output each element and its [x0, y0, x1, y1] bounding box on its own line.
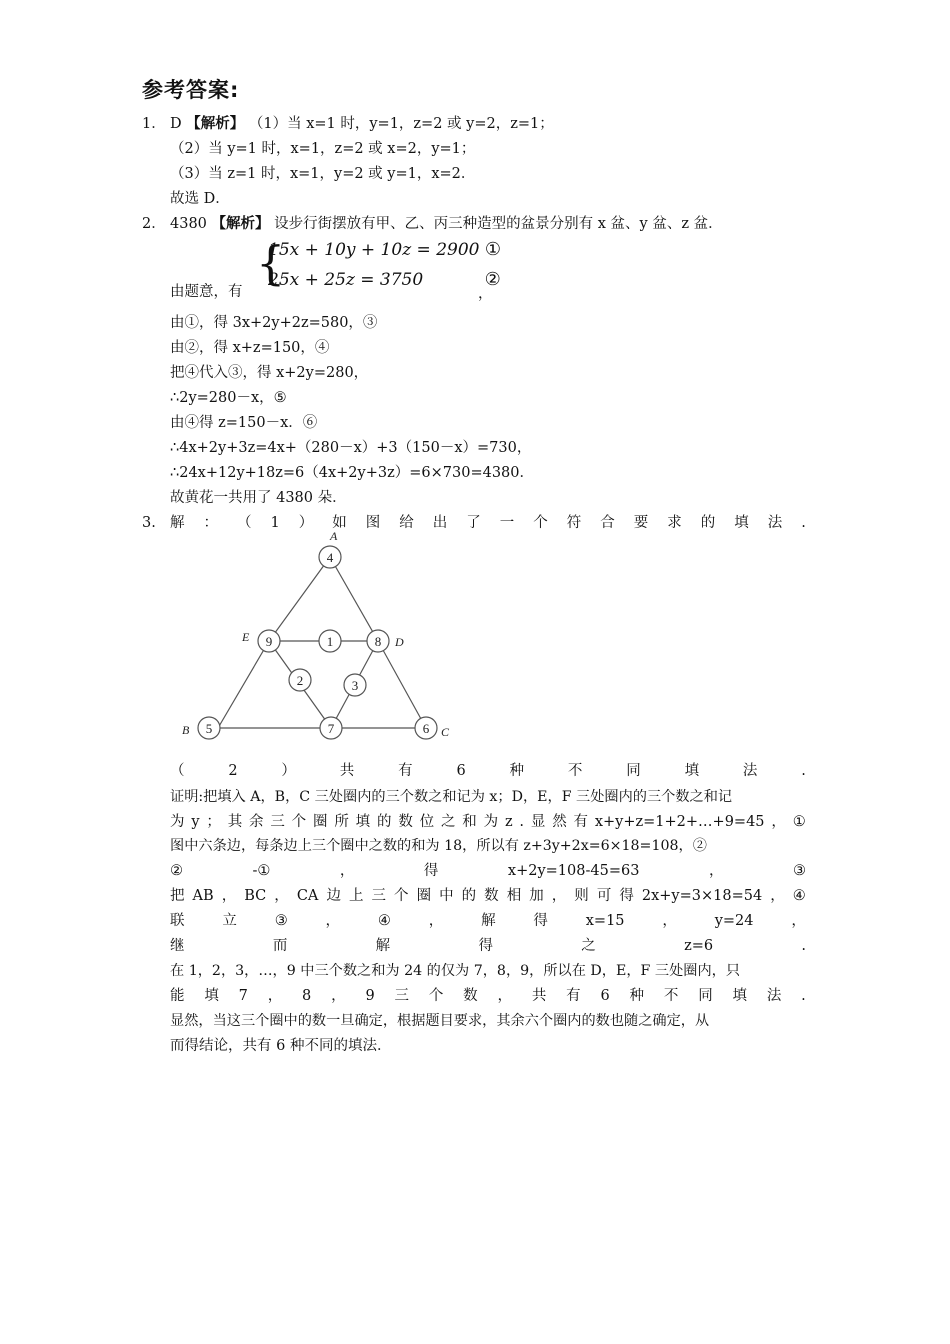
q1-number: 1．: [142, 116, 166, 132]
equation-brace: {: [256, 236, 286, 290]
proof-line: [170, 861, 806, 881]
circle-value: 3: [351, 678, 359, 693]
justified-token: 如: [332, 515, 347, 531]
justified-token: 解: [170, 515, 185, 531]
proof-conclusion: 而得结论，共有 6 种不同的填法．: [170, 1038, 392, 1054]
justified-token: 有: [566, 988, 581, 1004]
justified-token: ，: [662, 913, 677, 929]
justified-token: ③: [274, 913, 288, 929]
justified-token: ①: [792, 814, 806, 830]
justified-token: 得: [619, 888, 634, 904]
q1-case-3: （3）当 z=1 时，x=1，y=2 或 y=1，x=2．: [170, 166, 476, 182]
justified-token: 中: [439, 888, 454, 904]
justified-token: （: [237, 515, 252, 531]
equation-1-text: 15x + 10y + 10z = 2900: [268, 240, 480, 260]
justified-token: 立: [222, 913, 237, 929]
q2-step: ∴24x+12y+18z=6（4x+2y+3z）=6×730=4380．: [170, 465, 534, 481]
justified-token: 法: [766, 988, 782, 1004]
justified-token: 不: [567, 763, 583, 779]
justified-token: .: [801, 763, 806, 779]
justified-token: ，: [708, 863, 724, 879]
q2-answer: 4380: [170, 216, 207, 232]
justified-token: 同: [698, 988, 713, 1004]
justified-token: z: [504, 814, 513, 830]
justified-token: 之: [581, 938, 596, 954]
proof-line: 在 1，2，3，…，9 中三个数之和为 24 的仅为 7，8，9，所以在 D，E，F 三处圈内，只: [170, 963, 741, 979]
justified-token: z=6: [684, 938, 714, 954]
justified-token: ，: [331, 988, 346, 1004]
justified-token: BC: [244, 888, 267, 904]
justified-token: 边: [326, 888, 341, 904]
justified-token: 圈: [313, 814, 328, 830]
justified-token: ，: [770, 888, 785, 904]
justified-token: 8: [302, 988, 312, 1004]
justified-token: 同: [626, 763, 641, 779]
justified-token: 共: [339, 763, 355, 779]
proof-line: [170, 886, 806, 906]
justified-token: 填: [732, 988, 748, 1004]
justified-token: 余: [249, 814, 264, 830]
justified-token: 7: [238, 988, 248, 1004]
justified-token: 9: [365, 988, 375, 1004]
justified-token: 个: [291, 814, 307, 830]
q1-case-1: （1）当 x=1 时，y=1，z=2 或 y=2，z=1；: [248, 116, 554, 132]
justified-token: x+2y=108-45=63: [507, 863, 640, 879]
justified-token: ②: [170, 863, 183, 879]
q2-intro: 设步行街摆放有甲、乙、丙三种造型的盆景分别有 x 盆、y 盆、z 盆．: [274, 216, 723, 232]
justified-token: 数: [463, 988, 478, 1004]
q2-step: ∴4x+2y+3z=4x+（280－x）+3（150－x）=730，: [170, 440, 532, 456]
justified-token: ，: [791, 913, 806, 929]
justified-token: CA: [296, 888, 319, 904]
q1-answer: D: [170, 116, 182, 132]
proof-line: 证明:把填入 A，B，C 三处圈内的三个数之和记为 x；D，E，F 三处圈内的三个数之和记: [170, 789, 733, 805]
equation-2: [268, 269, 501, 290]
justified-token: 合: [600, 515, 615, 531]
justified-token: 相: [506, 888, 522, 904]
justified-token: ，: [771, 814, 786, 830]
circle-value: 9: [265, 634, 273, 649]
proof-line: [170, 936, 806, 956]
justified-token: ④: [377, 913, 391, 929]
proof-line: 显然，当这三个圈中的数一旦确定，根据题目要求，其余六个圈内的数也随之确定，从: [170, 1013, 710, 1029]
justified-token: ，: [274, 888, 289, 904]
justified-token: 联: [170, 913, 185, 929]
justified-token: 一: [499, 515, 515, 531]
circle-value: 5: [205, 721, 213, 736]
justified-token: 位: [419, 814, 435, 830]
justified-token: 的: [376, 814, 392, 830]
justified-token: 的: [700, 515, 716, 531]
q2-first-line: [170, 214, 723, 234]
justified-token: 三: [270, 814, 285, 830]
justified-token: 求: [667, 515, 682, 531]
justified-token: 图: [365, 515, 381, 531]
justified-token: y: [191, 814, 200, 830]
justified-token: 解: [481, 913, 496, 929]
justified-token: ③: [792, 863, 806, 879]
justified-token: ）: [298, 515, 314, 531]
justified-token: ，: [339, 863, 355, 879]
justified-token: 可: [596, 888, 612, 904]
justified-token: 和: [462, 814, 477, 830]
justified-token: x+y+z=1+2+…+9=45: [594, 814, 765, 830]
justified-token: 填: [684, 763, 700, 779]
justified-token: y=24: [714, 913, 754, 929]
justified-token: 共: [531, 988, 547, 1004]
proof-line: [170, 986, 806, 1006]
justified-token: .: [801, 938, 806, 954]
justified-token: ，: [551, 888, 567, 904]
justified-token: 种: [629, 988, 645, 1004]
justified-token: 然: [552, 814, 567, 830]
justified-token: 填: [734, 515, 749, 531]
justified-token: ，: [428, 913, 444, 929]
justified-token: 填: [204, 988, 219, 1004]
justified-token: 上: [348, 888, 364, 904]
justified-token: 个: [533, 515, 548, 531]
circle-value: 2: [296, 673, 304, 688]
q3-number: 3.: [142, 515, 156, 531]
justified-token: 之: [440, 814, 456, 830]
vertex-label-b: B: [182, 723, 190, 737]
circle-value: 8: [374, 634, 382, 649]
justified-token: 6: [456, 763, 466, 779]
q1-case-2: （2）当 y=1 时，x=1，z=2 或 x=2，y=1；: [170, 141, 476, 157]
justified-token: 把: [170, 888, 185, 904]
justified-token: 1: [270, 515, 280, 531]
justified-token: 不: [663, 988, 679, 1004]
circle-value: 6: [422, 721, 430, 736]
q2-conclusion: 故黄花一共用了 4380 朵．: [170, 490, 347, 506]
justified-token: 而: [272, 938, 288, 954]
proof-line: [170, 812, 806, 832]
equation-comma: ，: [478, 286, 493, 302]
justified-token: -①: [252, 863, 271, 879]
justified-token: 个: [394, 888, 409, 904]
justified-token: 则: [574, 888, 589, 904]
justified-token: 数: [398, 814, 413, 830]
circle-value: 1: [326, 634, 334, 649]
circle-value: 7: [327, 721, 335, 736]
justified-token: 三: [394, 988, 409, 1004]
justified-token: 加: [529, 888, 544, 904]
justified-token: .: [801, 988, 806, 1004]
justified-token: 给: [399, 515, 414, 531]
q1-conclusion: 故选 D．: [170, 191, 230, 207]
justified-token: 为: [483, 814, 499, 830]
vertex-label-c: C: [441, 725, 450, 739]
justified-token: ，: [221, 888, 237, 904]
equation-1: [268, 239, 501, 260]
justified-token: 6: [600, 988, 610, 1004]
q3-part2-line: [170, 761, 806, 781]
proof-line: 图中六条边，每条边上三个圈中之数的和为 18，所以有 z+3y+2x=6×18=108，②: [170, 838, 707, 854]
q2-analysis-tag: 【解析】: [211, 216, 270, 232]
justified-token: 出: [432, 515, 448, 531]
justified-token: 个: [428, 988, 444, 1004]
justified-token: x=15: [585, 913, 625, 929]
q2-step: ∴2y=280－x，⑤: [170, 390, 287, 406]
justified-token: 所: [334, 814, 349, 830]
justified-token: 得: [423, 863, 439, 879]
justified-token: （: [170, 763, 185, 779]
q1-first-line: [170, 114, 554, 134]
justified-token: 继: [170, 938, 185, 954]
justified-token: ）: [281, 763, 296, 779]
q2-step: 由②，得 x+z=150，④: [170, 340, 330, 356]
page-title: 参考答案:: [142, 78, 240, 102]
justified-token: 其: [227, 814, 243, 830]
justified-token: 有: [398, 763, 413, 779]
justified-token: ：: [203, 515, 218, 531]
justified-token: 为: [170, 814, 185, 830]
justified-token: 圈: [416, 888, 432, 904]
justified-token: .: [519, 814, 525, 830]
justified-token: ，: [267, 988, 283, 1004]
vertex-label-a: A: [330, 529, 338, 543]
justified-token: 显: [530, 814, 546, 830]
q2-number: 2．: [142, 216, 166, 232]
equation-2-mark: ②: [484, 269, 501, 290]
q2-step: 由①，得 3x+2y+2z=580，③: [170, 315, 378, 331]
vertex-label-d: D: [395, 635, 404, 649]
q2-system-prefix: 由题意，有: [170, 284, 243, 300]
justified-token: 种: [509, 763, 525, 779]
justified-token: 法: [767, 515, 783, 531]
justified-token: 得: [533, 913, 548, 929]
equation-1-mark: ①: [484, 239, 502, 260]
justified-token: .: [801, 515, 806, 531]
justified-token: 得: [478, 938, 493, 954]
justified-token: 2x+y=3×18=54: [641, 888, 763, 904]
justified-token: ，: [325, 913, 341, 929]
q1-analysis-tag: 【解析】: [186, 116, 245, 132]
justified-token: 法: [742, 763, 758, 779]
justified-token: 三: [371, 888, 386, 904]
proof-line: [170, 911, 806, 931]
justified-token: 的: [461, 888, 477, 904]
justified-token: ，: [497, 988, 512, 1004]
triangle-figure: [170, 528, 470, 750]
circle-value: 4: [326, 550, 334, 565]
q2-step: 由④得 z=150－x．⑥: [170, 415, 318, 431]
justified-token: 填: [355, 814, 371, 830]
justified-token: ；: [206, 814, 221, 830]
justified-token: 有: [573, 814, 589, 830]
justified-token: 数: [484, 888, 499, 904]
justified-token: 了: [466, 515, 481, 531]
equation-2-text: 25x + 25z = 3750: [268, 270, 424, 290]
justified-token: ④: [792, 888, 806, 904]
justified-token: 能: [170, 988, 185, 1004]
vertex-label-e: E: [242, 630, 250, 644]
q2-step: 把④代入③，得 x+2y=280，: [170, 365, 369, 381]
justified-token: AB: [192, 888, 214, 904]
justified-token: 要: [633, 515, 649, 531]
justified-token: 2: [228, 763, 238, 779]
justified-token: 符: [566, 515, 582, 531]
justified-token: 解: [375, 938, 391, 954]
